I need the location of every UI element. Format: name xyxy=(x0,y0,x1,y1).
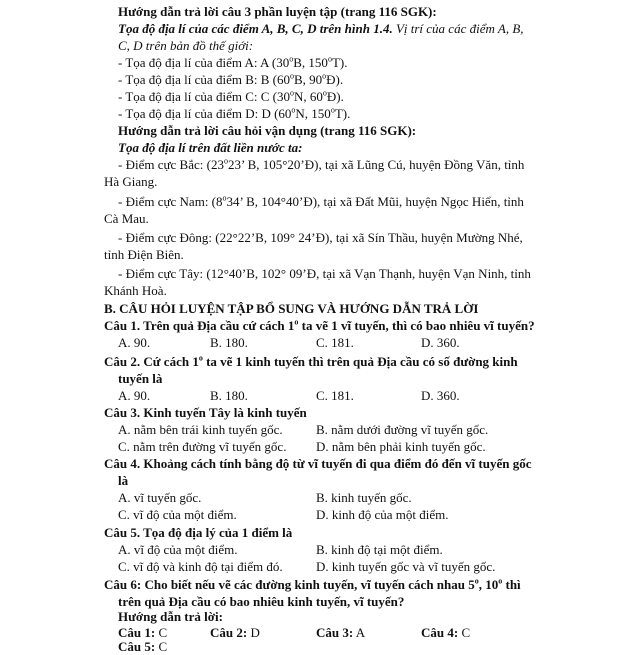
answer-item: Câu 2: D xyxy=(210,625,260,640)
extreme-west: - Điểm cực Tây: (12°40’B, 102° 09’Đ, tại xã Vạn Thạnh, huyện Vạn Ninh, tỉnh xyxy=(118,266,531,281)
question-6: Câu 6: Cho biết nếu vẽ các đường kinh tuyến, vĩ tuyến cách nhau 5$^o$, 10$^o$ thì xyxy=(104,576,521,592)
section-title-practice: Hướng dẫn trả lời câu 3 phần luyện tập (trang 116 SGK): xyxy=(118,4,437,19)
question-5: Câu 5. Tọa độ địa lý của 1 điểm là xyxy=(104,525,293,540)
option: B. 180. xyxy=(210,388,248,403)
extreme-west-cont: Khánh Hoà. xyxy=(104,283,167,298)
option: C. nằm trên đường vĩ tuyến gốc. xyxy=(118,439,287,454)
option: D. 360. xyxy=(421,335,460,350)
task-bold: Tọa độ địa lí của các điểm A, B, C, D trên hình 1.4. xyxy=(118,21,393,36)
answer-guide-title: Hướng dẫn trả lời: xyxy=(118,609,223,624)
task-rest: Vị trí của các điểm A, B, xyxy=(392,21,524,36)
question-4-cont: là xyxy=(118,473,129,488)
task-continuation: C, D trên bản đồ thế giới: xyxy=(118,38,254,53)
extreme-south-cont: Cà Mau. xyxy=(104,211,149,226)
answer-item: Câu 3: A xyxy=(316,625,366,640)
question-1: Câu 1. Trên quả Địa cầu cứ cách 1$^o$ ta vẽ 1 vĩ tuyến, thì có bao nhiêu vĩ tuyến? xyxy=(104,317,535,333)
answer-item: Câu 5: C xyxy=(118,639,168,654)
option: C. 181. xyxy=(316,335,354,350)
option: C. vĩ độ và kinh độ tại điểm đó. xyxy=(118,559,283,574)
section-subtitle: Tọa độ địa lí trên đất liền nước ta: xyxy=(118,140,303,155)
option: B. nằm dưới đường vĩ tuyến gốc. xyxy=(316,422,489,437)
coord-line: - Tọa độ địa lí của điểm C: C (30$^o$N, 60$^o$Đ). xyxy=(118,88,344,104)
section-title-application: Hướng dẫn trả lời câu hỏi vận dụng (trang 116 SGK): xyxy=(118,123,417,138)
extreme-east: - Điểm cực Đông: (22°22’B, 109° 24’Đ), tại xã Sín Thầu, huyện Mường Nhé, xyxy=(118,230,523,245)
option: A. vĩ tuyến gốc. xyxy=(118,490,202,505)
option: D. nằm bên phải kinh tuyến gốc. xyxy=(316,439,486,454)
extreme-south: - Điểm cực Nam: (8$^o$34’ B, 104°40’Đ), tại xã Đất Mũi, huyện Ngọc Hiển, tỉnh xyxy=(118,193,524,209)
option: C. 181. xyxy=(316,388,354,403)
option: D. kinh tuyến gốc và vĩ tuyến gốc. xyxy=(316,559,496,574)
extreme-north: - Điểm cực Bắc: (23$^o$23’ B, 105°20’Đ), tại xã Lũng Cú, huyện Đồng Văn, tỉnh xyxy=(118,156,525,172)
question-6-cont: trên quả Địa cầu có bao nhiêu kinh tuyến, vĩ tuyến? xyxy=(118,594,405,609)
coord-line: - Tọa độ địa lí của điểm B: B (60$^o$B, 90$^o$Đ). xyxy=(118,71,344,87)
task-line xyxy=(118,21,524,37)
question-2: Câu 2. Cứ cách 1$^o$ ta vẽ 1 kinh tuyến thì trên quả Địa cầu có số đường kinh xyxy=(104,353,518,369)
option: A. vĩ độ của một điểm. xyxy=(118,542,238,557)
section-b-title: B. CÂU HỎI LUYỆN TẬP BỔ SUNG VÀ HƯỚNG DẪN TRẢ LỜI xyxy=(104,301,479,316)
option: A. nằm bên trái kinh tuyến gốc. xyxy=(118,422,283,437)
coord-line: - Tọa độ địa lí của điểm A: A (30$^o$B, 150$^o$T). xyxy=(118,54,348,70)
question-4: Câu 4. Khoảng cách tính bằng độ từ vĩ tuyến đi qua điểm đó đến vĩ tuyến gốc xyxy=(104,456,532,471)
option: A. 90. xyxy=(118,335,151,350)
option: D. 360. xyxy=(421,388,460,403)
extreme-north-cont: Hà Giang. xyxy=(104,174,158,189)
coord-line: - Tọa độ địa lí của điểm D: D (60$^o$N, 150$^o$T). xyxy=(118,105,351,121)
question-3: Câu 3. Kinh tuyến Tây là kinh tuyến xyxy=(104,405,307,420)
option: D. kinh độ của một điểm. xyxy=(316,507,449,522)
question-2-cont: tuyến là xyxy=(118,371,163,386)
option: B. kinh độ tại một điểm. xyxy=(316,542,443,557)
option: B. 180. xyxy=(210,335,248,350)
option: C. vĩ độ của một điểm. xyxy=(118,507,237,522)
answer-item: Câu 1: C xyxy=(118,625,168,640)
extreme-east-cont: tỉnh Điện Biên. xyxy=(104,247,184,262)
option: A. 90. xyxy=(118,388,151,403)
answer-item: Câu 4: C xyxy=(421,625,471,640)
option: B. kinh tuyến gốc. xyxy=(316,490,412,505)
